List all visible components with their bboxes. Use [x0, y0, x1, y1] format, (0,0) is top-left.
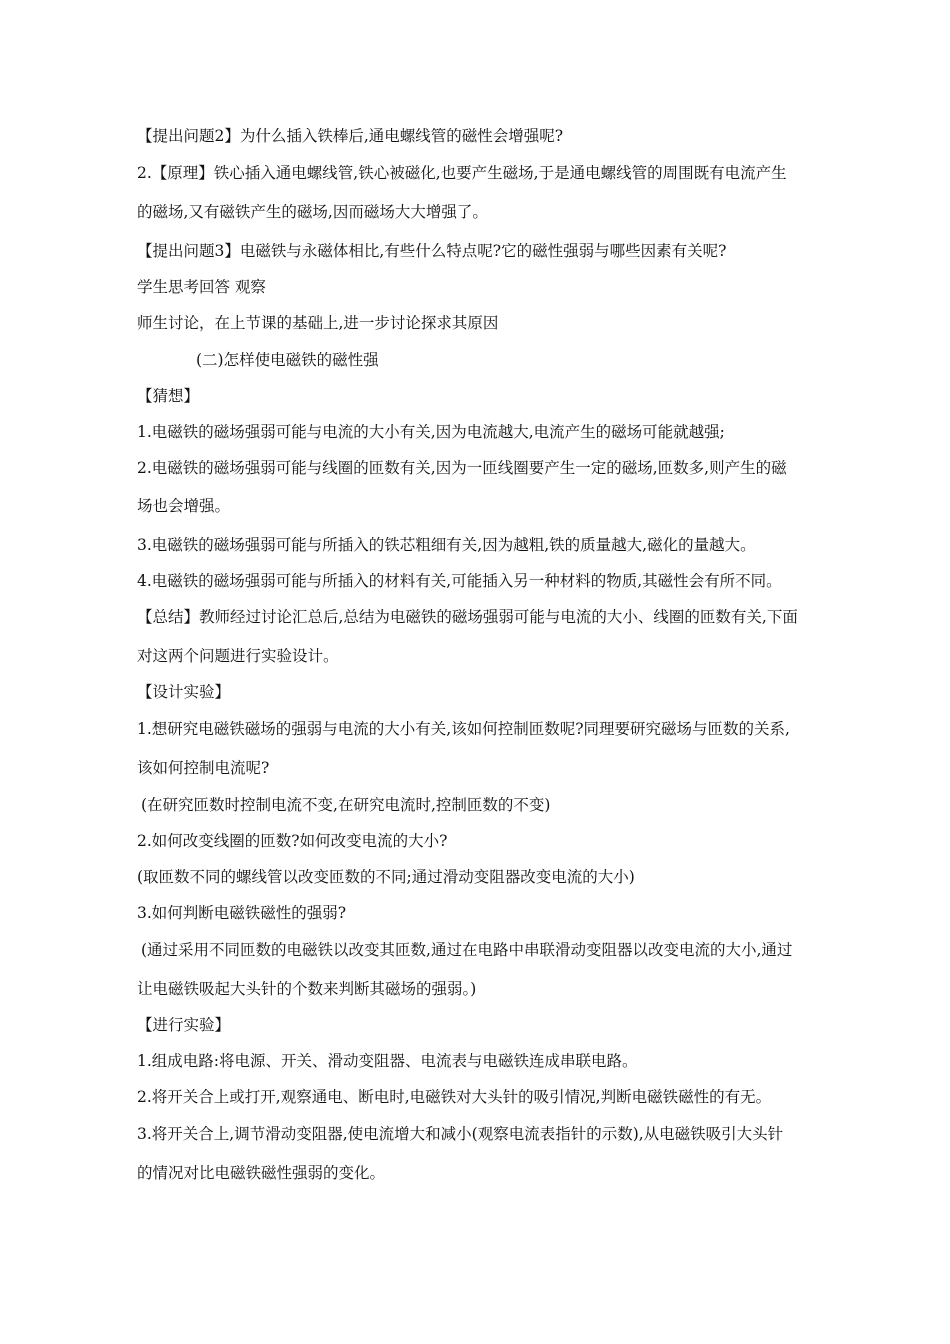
design-item-3: 3.如何判断电磁铁磁性的强弱? [137, 904, 347, 922]
student-activity: 学生思考回答 观察 [137, 278, 266, 296]
procedure-step-2: 2.将开关合上或打开,观察通电、断电时,电磁铁对大头针的吸引情况,判断电磁铁磁性的有无。 [137, 1088, 772, 1106]
design-item-1-line-1: 1.想研究电磁铁磁场的强弱与电流的大小有关,该如何控制匝数呢?同理要研究磁场与匝数的关系, [137, 720, 790, 738]
design-item-1-line-2: 该如何控制电流呢? [137, 759, 270, 777]
summary-line-2: 对这两个问题进行实验设计。 [137, 647, 339, 665]
design-answer-2: (取匝数不同的螺线管以改变匝数的不同;通过滑动变阻器改变电流的大小) [137, 868, 635, 886]
hypothesis-2-line-2: 场也会增强。 [137, 497, 231, 515]
principle-line-1: 2.【原理】铁心插入通电螺线管,铁心被磁化,也要产生磁场,于是通电螺线管的周围既有电流产生 [137, 164, 787, 182]
design-answer-3-line-2: 让电磁铁吸起大头针的个数来判断其磁场的强弱。) [137, 980, 477, 998]
design-item-2: 2.如何改变线圈的匝数?如何改变电流的大小? [137, 832, 448, 850]
question-3-heading: 【提出问题3】电磁铁与永磁体相比,有些什么特点呢?它的磁性强弱与哪些因素有关呢? [137, 242, 727, 260]
hypothesis-4: 4.电磁铁的磁场强弱可能与所插入的材料有关,可能插入另一种材料的物质,其磁性会有所不同。 [137, 572, 782, 590]
design-experiment-heading: 【设计实验】 [137, 683, 231, 701]
hypothesis-heading: 【猜想】 [137, 387, 200, 405]
section-2-title: (二)怎样使电磁铁的磁性强 [196, 351, 379, 369]
design-answer-1: (在研究匝数时控制电流不变,在研究电流时,控制匝数的不变) [141, 796, 551, 814]
principle-line-2: 的磁场,又有磁铁产生的磁场,因而磁场大大增强了。 [137, 203, 488, 221]
procedure-step-3-line-1: 3.将开关合上,调节滑动变阻器,使电流增大和减小(观察电流表指针的示数),从电磁铁吸引大头针 [137, 1125, 784, 1143]
design-answer-3-line-1: (通过采用不同匝数的电磁铁以改变其匝数,通过在电路中串联滑动变阻器以改变电流的大小,通过 [141, 941, 793, 959]
question-2-heading: 【提出问题2】为什么插入铁棒后,通电螺线管的磁性会增强呢? [137, 127, 564, 145]
hypothesis-3: 3.电磁铁的磁场强弱可能与所插入的铁芯粗细有关,因为越粗,铁的质量越大,磁化的量越大。 [137, 536, 756, 554]
procedure-step-1: 1.组成电路:将电源、开关、滑动变阻器、电流表与电磁铁连成串联电路。 [137, 1052, 638, 1070]
procedure-step-3-line-2: 的情况对比电磁铁磁性强弱的变化。 [137, 1164, 386, 1182]
summary-line-1: 【总结】教师经过讨论汇总后,总结为电磁铁的磁场强弱可能与电流的大小、线圈的匝数有关,下面 [137, 608, 798, 626]
conduct-experiment-heading: 【进行实验】 [137, 1016, 231, 1034]
teacher-student-discussion: 师生讨论，在上节课的基础上,进一步讨论探求其原因 [137, 314, 499, 332]
hypothesis-1: 1.电磁铁的磁场强弱可能与电流的大小有关,因为电流越大,电流产生的磁场可能就越强; [137, 423, 725, 441]
hypothesis-2-line-1: 2.电磁铁的磁场强弱可能与线圈的匝数有关,因为一匝线圈要产生一定的磁场,匝数多,则产生的磁 [137, 459, 787, 477]
